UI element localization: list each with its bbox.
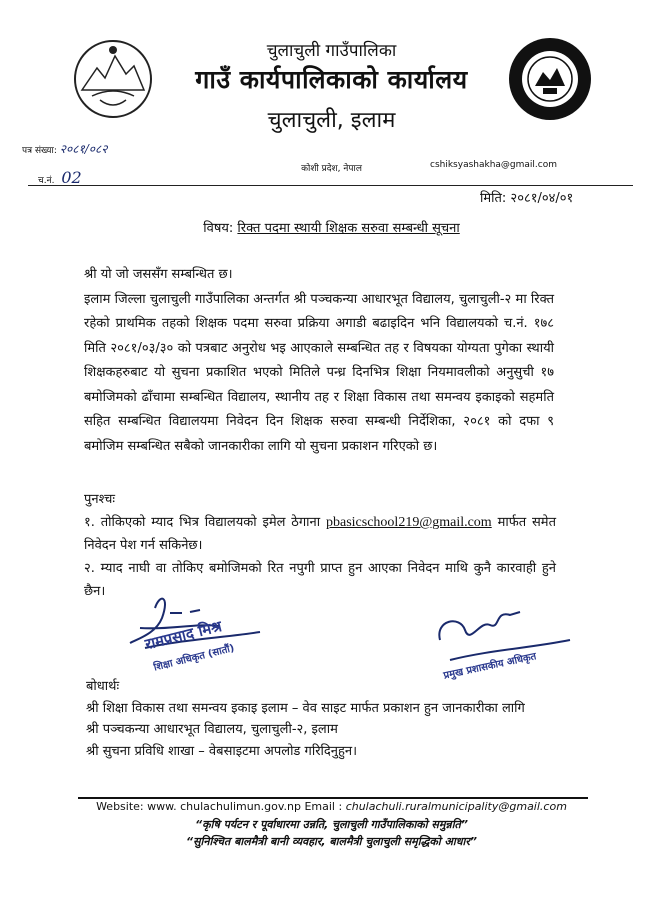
footer-slogan-1: “कृषि पर्यटन र पूर्वाधारमा उन्नति, चुलाचुली गाउँपालिकाको समुन्नति” [195, 818, 468, 831]
header-divider [28, 185, 633, 186]
letter-number [22, 140, 107, 157]
dispatch-number-label: च.नं. [38, 176, 55, 186]
office-email: cshiksyashakha@gmail.com [430, 160, 558, 170]
subject-line [0, 218, 663, 236]
footer-email[interactable]: chulachuli.ruralmunicipality@gmail.com [345, 800, 567, 813]
postscript-item-1-tail: मार्फत समेत निवेदन पेश गर्न सकिनेछ। [84, 515, 556, 553]
signatory-left-name: रामप्रसाद मिश्र [143, 617, 224, 654]
footer-slogan-2: “सुनिश्चित बालमैत्री बानी व्यवहार, बालमैत्री चुलाचुली समृद्धिको आधार” [186, 835, 477, 848]
signatory-right-title: प्रमुख प्रशासकीय अधिकृत [442, 651, 538, 682]
postscript-item-1 [84, 511, 556, 557]
main-paragraph: इलाम जिल्ला चुलाचुली गाउँपालिका अन्तर्गत श्री पञ्चकन्या आधारभूत विद्यालय, चुलाचुली-२ मा रिक्त रहेको प्राथमिक तहको शिक्षक पदमा सरुवा प्रक्रिया अगाडी बढाइदिन भनि विद्यालयको च.नं. १७८ मिति २०८१/०३/३० को पत्रबाट अनुरोध भइ आएकाले सम्बन्धित तह र विषयका योग्यता पुगेका स्थायी शिक्षकहरुबाट यो सुचना प्रकाशित भएको मितिले पन्ध्र दिनभित्र शिक्षा नियमावलीको अनुसुची १७ बमोजिमको ढाँचामा सम्बन्धित विद्यालय, स्थानीय तह र शिक्षा विकास तथा समन्वय इकाइको सहमति सहित सम्बन्धित विद्यालयमा निवेदन दिन शिक्षक सरुवा सम्बन्धी निर्देशिका, २०८१ को दफा ९ बमोजिम सम्बन्धित सबैको जानकारीका लागि यो सुचना प्रकाशन गरिएको छ। [84, 291, 554, 454]
letter-number-value: २०८१/०८२ [59, 142, 108, 156]
subject-label: विषय: [203, 221, 234, 236]
postscript-label: पुनश्चः [84, 492, 116, 507]
copy-to-label: बोधार्थः [86, 679, 120, 694]
postscript [84, 488, 556, 603]
copy-to-line-1: श्री शिक्षा विकास तथा समन्वय इकाइ इलाम – वेव साइट मार्फत प्रकाशन हुन जानकारीका लागि [86, 700, 525, 716]
signatory-left-title: शिक्षा अधिकृत (सातौं) [152, 642, 236, 674]
postscript-item-2: २. म्याद नाघी वा तोकिए बमोजिमको रित नपुगी प्राप्त हुन आएका निवेदन माथि कुनै कारवाही हुने छैन। [84, 561, 556, 599]
office-title: गाउँ कार्यपालिकाको कार्यालय [195, 65, 468, 94]
postscript-item-1-text: १. तोकिएको म्याद भित्र विद्यालयको इमेल ठेगाना [84, 515, 321, 530]
letter-number-label: पत्र संख्या: [22, 146, 57, 156]
municipality-name: चुलाचुली गाउँपालिका [266, 41, 397, 61]
salutation: श्री यो जो जससँग सम्बन्धित छ। [84, 267, 233, 282]
school-email-link[interactable]: pbasicschool219@gmail.com [326, 515, 492, 530]
footer-divider [78, 797, 588, 799]
subject-text: रिक्त पदमा स्थायी शिक्षक सरुवा सम्बन्धी सूचना [237, 221, 460, 236]
notice-body [84, 263, 554, 459]
footer-website: Website: www. chulachulimun.gov.np Email : [96, 800, 343, 813]
copy-to-line-3: श्री सुचना प्रविधि शाखा – वेबसाइटमा अपलोड गरिदिनुहुन। [86, 743, 358, 759]
dispatch-number-value: 02 [61, 168, 82, 187]
footer-contact [0, 800, 663, 813]
office-place: चुलाचुली, इलाम [267, 108, 396, 133]
copy-to [86, 676, 586, 762]
copy-to-line-2: श्री पञ्चकन्या आधारभूत विद्यालय, चुलाचुली-२, इलाम [86, 722, 338, 737]
letter-date: मिति: २०८१/०४/०१ [480, 191, 574, 206]
province-line: कोशी प्रदेश, नेपाल [301, 164, 362, 174]
